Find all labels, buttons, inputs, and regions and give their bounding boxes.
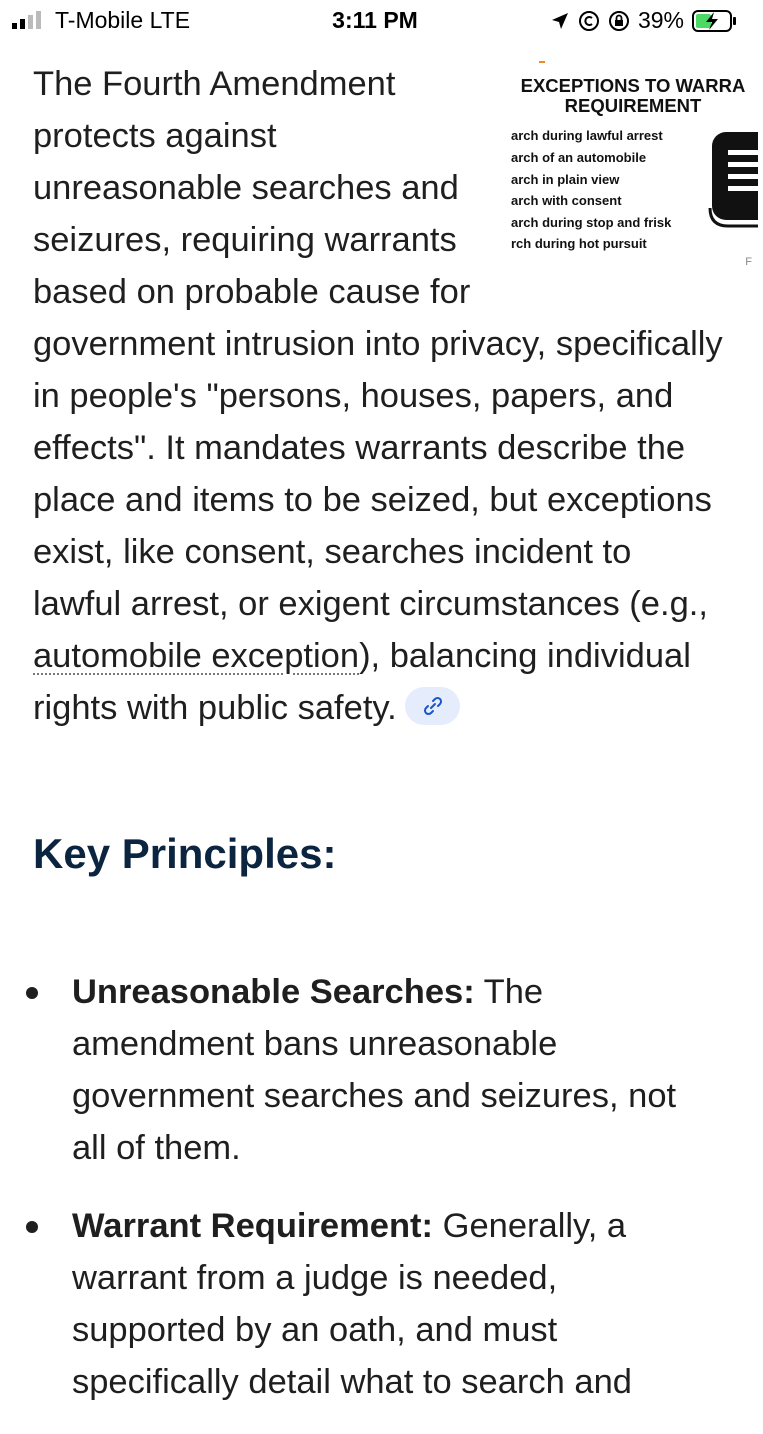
link-icon	[422, 696, 444, 716]
image-line: arch during stop and frisk	[511, 215, 672, 230]
bullet-icon	[26, 1221, 38, 1233]
exceptions-infographic-image[interactable]	[511, 58, 756, 270]
image-title: EXCEPTIONS TO WARRA REQUIREMENT	[520, 75, 746, 116]
carrier-label: T-Mobile LTE	[55, 7, 191, 33]
list-item	[0, 966, 750, 1174]
status-bar	[0, 0, 750, 42]
battery-charging-icon	[692, 10, 738, 32]
clock: 3:11 PM	[332, 7, 418, 33]
automobile-exception-link[interactable]: automobile exception	[33, 637, 360, 675]
book-icon	[706, 128, 758, 228]
battery-percentage: 39%	[637, 7, 684, 33]
image-line: arch with consent	[511, 193, 622, 208]
image-accent-mark	[539, 61, 545, 63]
principle-body: Generally, a warrant from a judge is needed, supported by an oath, and must specifically detail what to search and	[72, 1207, 632, 1401]
principle-title: Warrant Requirement:	[72, 1207, 434, 1245]
key-principles-heading: Key Principles:	[33, 830, 337, 877]
principles-list	[0, 966, 750, 1434]
image-line: arch of an automobile	[511, 150, 647, 165]
orientation-lock-icon	[608, 10, 630, 32]
bullet-icon	[26, 987, 38, 999]
intro-text-end: ), balancing individual rights with public safety.	[33, 637, 691, 727]
list-item	[0, 1200, 750, 1408]
screen-record-icon	[578, 10, 600, 32]
principle-body: The amendment bans unreasonable government searches and seizures, not all of them.	[72, 973, 677, 1167]
image-line: arch in plain view	[511, 172, 620, 187]
status-icons	[550, 7, 738, 34]
principle-title: Unreasonable Searches:	[72, 973, 475, 1011]
image-corner-mark: F	[745, 256, 752, 268]
answer-content	[33, 58, 752, 1401]
image-line: rch during hot pursuit	[511, 236, 647, 251]
image-line: arch during lawful arrest	[511, 128, 663, 143]
intro-text: The Fourth Amendment protects against unreasonable searches and seizures, requiring warrants based on probable cause for government intrusion into privacy, specifically in people's "persons, houses, papers, and effects". It mandates warrants describe the place and items to be seized, but exceptions exist, like consent, searches incident to lawful arrest, or exigent circumstances (e.g.,	[33, 65, 723, 623]
location-arrow-icon	[550, 11, 570, 31]
source-link-button[interactable]	[405, 687, 460, 725]
